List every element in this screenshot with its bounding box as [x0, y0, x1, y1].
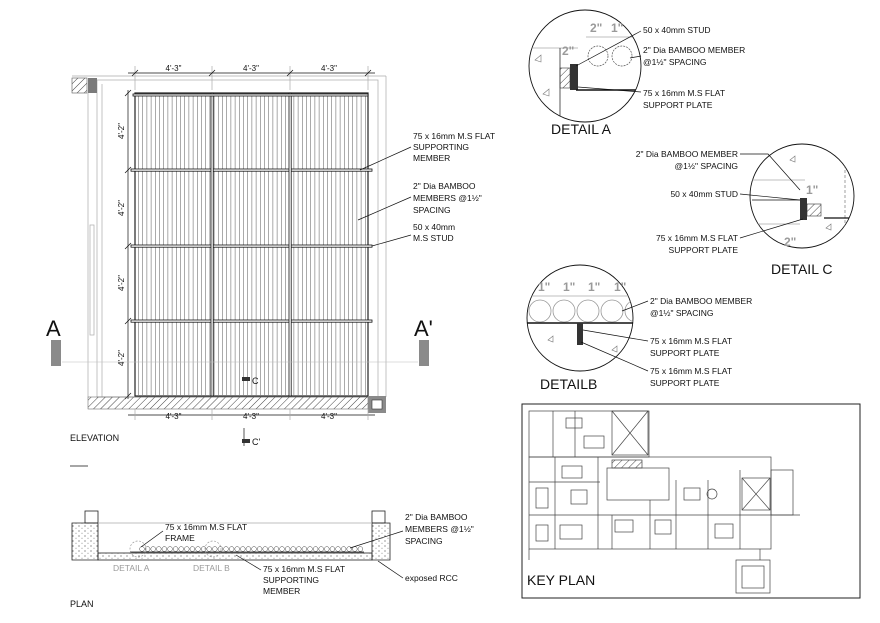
note-line: 75 x 16mm M.S FLAT: [413, 131, 496, 141]
plan-bamboo-member: [224, 547, 229, 552]
plan-bamboo-member: [268, 547, 273, 552]
plan-bamboo-members: [140, 547, 363, 552]
plan-bamboo-member: [151, 547, 156, 552]
detail-a-title: DETAIL A: [551, 121, 611, 137]
note-line: SUPPORT PLATE: [650, 378, 720, 388]
elevation-dimensions-top: [128, 64, 375, 90]
detail-c-note-stud: 50 x 40mm STUD: [670, 189, 738, 199]
note-line: 2" Dia BAMBOO MEMBER: [635, 149, 738, 159]
plan-bamboo-member: [330, 547, 335, 552]
detail-a: [529, 10, 745, 137]
plan: [70, 511, 474, 609]
plan-bamboo-member: [263, 547, 268, 552]
detail-b-reference: DETAIL B: [193, 563, 230, 573]
note-line: 2" Dia BAMBOO: [405, 512, 468, 522]
note-line: FRAME: [165, 533, 195, 543]
note-line: 75 x 16mm M.S FLAT: [650, 336, 733, 346]
plan-bamboo-member: [341, 547, 346, 552]
elevation-dimensions-left: [117, 90, 131, 399]
plan-bamboo-member: [207, 547, 212, 552]
plan-bamboo-member: [358, 547, 363, 552]
plan-bamboo-member: [173, 547, 178, 552]
note-line: 2" Dia BAMBOO MEMBER: [650, 296, 753, 306]
note-line: 50 x 40mm: [413, 222, 456, 232]
detail-a-dim-1: 2": [590, 21, 603, 35]
plan-bamboo-member: [302, 547, 307, 552]
elevation-title: ELEVATION: [70, 433, 120, 443]
note-line: SUPPORT PLATE: [668, 245, 738, 255]
dim-left-1: 4'-2": [117, 123, 126, 139]
note-line: MEMBER: [263, 586, 301, 596]
detail-b-dim-3: 1": [588, 280, 601, 294]
note-line: MEMBERS @1½": [413, 193, 482, 203]
note-line: SUPPORT PLATE: [650, 348, 720, 358]
plan-bamboo-member: [280, 547, 285, 552]
plan-bamboo-member: [285, 547, 290, 552]
plan-bamboo-member: [179, 547, 184, 552]
note-flat-supporting-member: [360, 131, 495, 170]
plan-bamboo-member: [140, 547, 145, 552]
dim-top-3: 4'-3": [321, 64, 337, 73]
key-plan-drawing: [529, 411, 800, 593]
plan-bamboo-member: [240, 547, 245, 552]
detail-a-reference: DETAIL A: [113, 563, 150, 573]
plan-left-wall: [72, 511, 98, 560]
plan-bamboo-member: [162, 547, 167, 552]
plan-bamboo-member: [336, 547, 341, 552]
section-c-end-label: C': [252, 437, 261, 447]
plan-bamboo-member: [184, 547, 189, 552]
detail-b: [527, 265, 752, 392]
plan-bamboo-member: [168, 547, 173, 552]
plan-slab: [98, 553, 372, 560]
plan-bamboo-member: [319, 547, 324, 552]
plan-bamboo-member: [252, 547, 257, 552]
section-a-end-label: A': [414, 316, 433, 341]
note-line: 75 x 16mm M.S FLAT: [263, 564, 346, 574]
plan-note-frame: [141, 522, 247, 547]
detail-b-dim-2: 1": [563, 280, 576, 294]
bamboo-panel-frame: [135, 93, 368, 396]
dim-top-1: 4'-3": [165, 64, 182, 73]
elevation: [46, 64, 495, 466]
detail-c-title: DETAIL C: [771, 261, 833, 277]
plan-bamboo-member: [190, 547, 195, 552]
note-line: @1½" SPACING: [674, 161, 738, 171]
note-line: 2" Dia BAMBOO: [413, 181, 476, 191]
plan-note-bamboo: [350, 512, 474, 548]
dim-bottom-1: 4'-3": [165, 412, 182, 421]
section-a-label: A: [46, 316, 61, 341]
key-plan-title: KEY PLAN: [527, 572, 596, 588]
note-line: SPACING: [405, 536, 443, 546]
column-block: [368, 396, 386, 413]
plan-bamboo-member: [347, 547, 352, 552]
plan-bamboo-member: [235, 547, 240, 552]
plan-bamboo-member: [218, 547, 223, 552]
plan-bamboo-member: [212, 547, 217, 552]
detail-c-dim-1: 1": [806, 183, 819, 197]
plan-bamboo-member: [196, 547, 201, 552]
plan-note-supporting-member: [236, 555, 345, 596]
floor-hatch: [88, 397, 368, 409]
note-line: 75 x 16mm M.S FLAT: [643, 88, 726, 98]
key-plan: [522, 404, 860, 598]
plan-bamboo-member: [246, 547, 251, 552]
note-line: @1½" SPACING: [650, 308, 714, 318]
note-line: SUPPORT PLATE: [643, 100, 713, 110]
note-line: MEMBERS @1½": [405, 524, 474, 534]
note-line: SUPPORTING: [413, 142, 470, 152]
dim-bottom-2: 4'-3": [243, 412, 259, 421]
note-line: 75 x 16mm M.S FLAT: [655, 233, 738, 243]
plan-bamboo-member: [156, 547, 161, 552]
note-line: 75 x 16mm M.S FLAT: [650, 366, 733, 376]
note-line: SPACING: [413, 205, 451, 215]
detail-b-title: DETAILB: [540, 376, 598, 392]
note-line: 2" Dia BAMBOO MEMBER: [643, 45, 746, 55]
detail-a-note-stud: 50 x 40mm STUD: [643, 25, 711, 35]
plan-bamboo-member: [257, 547, 262, 552]
note-ms-stud: [372, 222, 455, 246]
plan-bamboo-member: [308, 547, 313, 552]
dim-left-3: 4'-2": [117, 275, 126, 291]
note-line: M.S STUD: [413, 233, 454, 243]
plan-note-rcc: [378, 561, 458, 583]
plan-bamboo-member: [291, 547, 296, 552]
note-bamboo-members: [358, 181, 482, 220]
detail-a-dim-2: 1": [611, 21, 624, 35]
note-line: @1½" SPACING: [643, 57, 707, 67]
plan-bamboo-member: [274, 547, 279, 552]
detail-c-dim-2: 2": [784, 235, 797, 249]
dim-left-2: 4'-2": [117, 200, 126, 216]
plan-bamboo-member: [296, 547, 301, 552]
detail-c: [636, 144, 854, 277]
elevation-dimensions-bottom: [128, 409, 375, 421]
note-line: MEMBER: [413, 153, 451, 163]
plan-right-wall: [372, 511, 390, 560]
dim-left-4: 4'-2": [117, 350, 126, 366]
dim-top-2: 4'-3": [243, 64, 259, 73]
note-line: 75 x 16mm M.S FLAT: [165, 522, 248, 532]
detail-b-dim-1: 1": [538, 280, 551, 294]
plan-bamboo-member: [229, 547, 234, 552]
dim-bottom-3: 4'-3": [321, 412, 337, 421]
note-line: exposed RCC: [405, 573, 458, 583]
section-c-label: C: [252, 376, 259, 386]
plan-title: PLAN: [70, 599, 94, 609]
detail-a-dim-3: 2": [562, 44, 575, 58]
plan-bamboo-member: [324, 547, 329, 552]
note-line: SUPPORTING: [263, 575, 320, 585]
detail-b-dim-4: 1": [614, 280, 627, 294]
plan-bamboo-member: [313, 547, 318, 552]
